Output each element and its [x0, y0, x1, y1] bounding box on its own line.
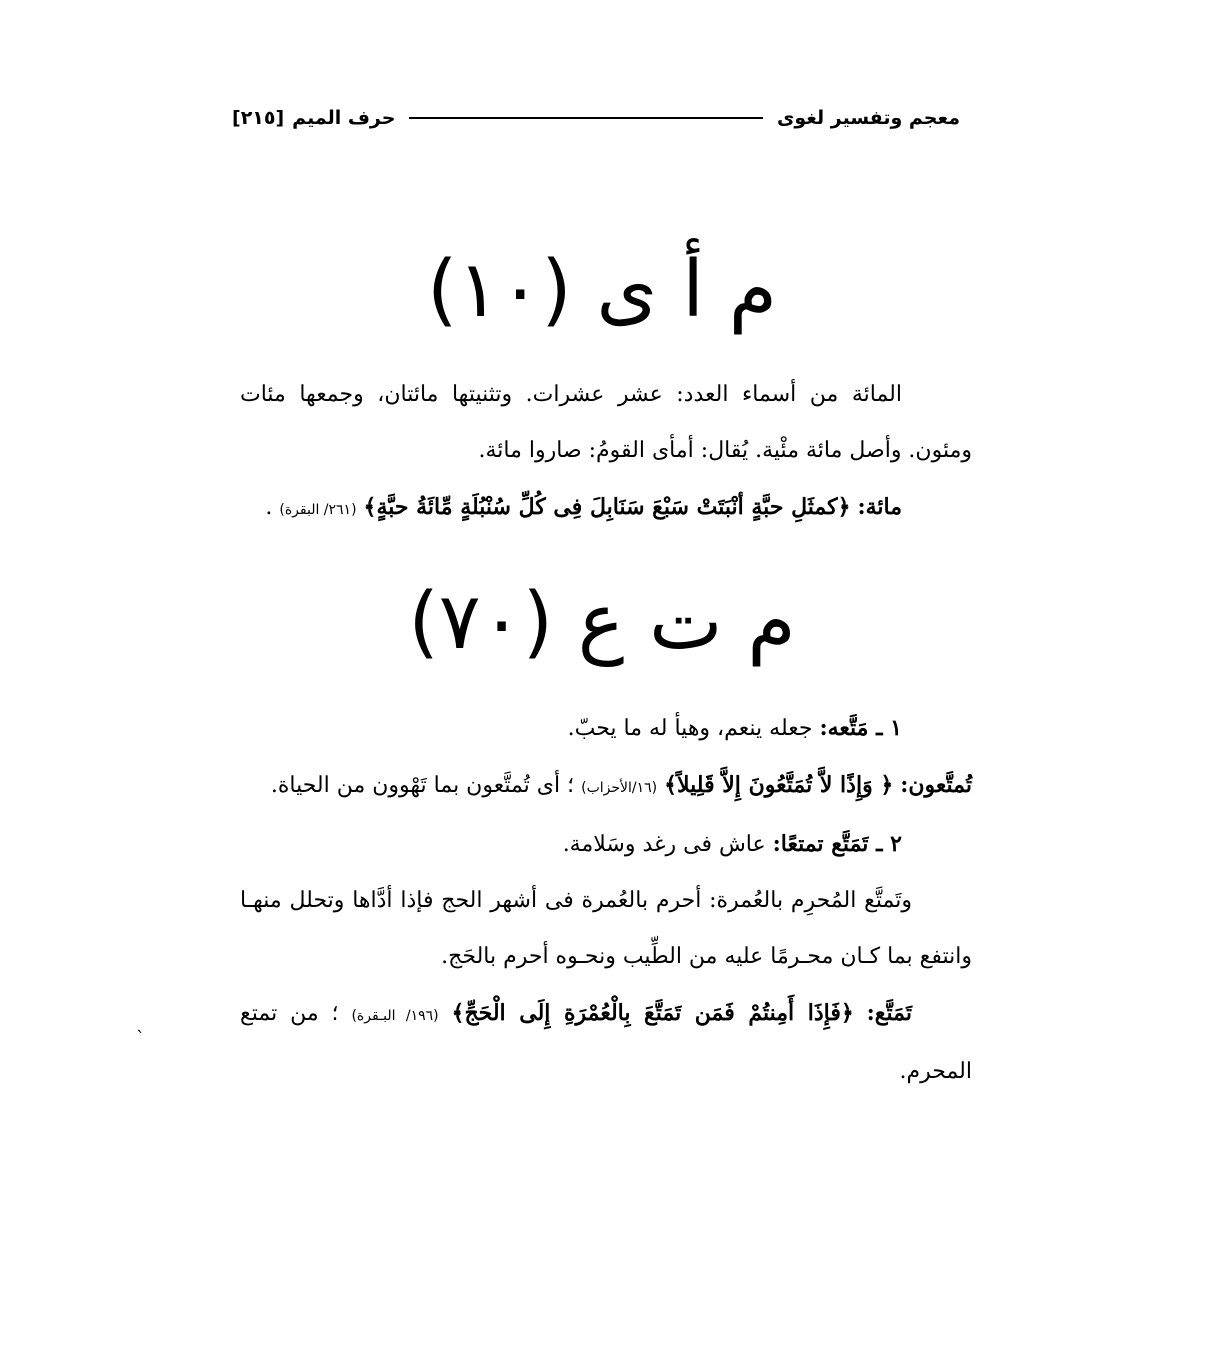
entry-1-quran-citation	[240, 479, 972, 538]
citation-tail: ؛ أى تُمتَّعون بما تَهْوون من الحياة.	[270, 773, 575, 798]
page-number: [٢١٥]	[232, 107, 285, 129]
entry-heading-root-1	[232, 240, 972, 340]
headword: تُمتَّعون:	[900, 772, 972, 798]
headword: ٢ ـ تَمَتَّع تمتعًا:	[772, 831, 902, 857]
definition-text: عاش فى رغد وسَلامة.	[562, 832, 766, 857]
headword: ١ ـ مَتَّعه:	[819, 715, 902, 741]
entry-2-umrah-explanation	[240, 873, 972, 985]
definition-text: وتَمتَّع المُحرِم بالعُمرة: أحرم بالعُمرة فى أشهر الحج فإذا أدَّاها وتحلل منهـا وانتفع بما كـان محـرمًا عليه من الطِّيب ونحـوه أحرم بالحَج.	[240, 888, 972, 969]
verse-reference: (١٩٦/ البـقرة)	[351, 1008, 439, 1024]
entry-count: (١٠)	[426, 245, 572, 335]
quran-verse: ﴿ وَإِذًا لاَّ تُمَتَّعُونَ إِلاَّ قَلِيلاً﴾	[664, 772, 894, 798]
quran-verse: ﴿فَإِذَا أَمِنتُمْ فَمَن تَمَتَّعَ بِالْعُمْرَةِ إِلَى الْحَجِّ﴾	[451, 1000, 854, 1026]
entry-2-quran-citation-1	[240, 757, 972, 816]
scan-speck: ˋ	[136, 1028, 145, 1049]
entry-2-sense-2	[240, 816, 972, 873]
headword: مائة:	[857, 494, 902, 520]
verse-reference: (٢٦١/ البقرة)	[279, 502, 357, 518]
entry-2-body	[240, 700, 972, 1100]
entry-1-body	[240, 367, 972, 538]
citation-tail: ؛ من تمتع المحرم.	[240, 1001, 972, 1084]
verse-reference: (١٦/الأحزاب)	[581, 780, 658, 796]
entry-root: م أ ى	[596, 245, 778, 335]
headword: تَمَتَّع:	[866, 1000, 912, 1026]
entry-2-quran-citation-2	[240, 985, 972, 1100]
citation-tail: .	[265, 495, 273, 520]
entry-1-definition	[240, 367, 972, 479]
section-title: حرف الميم	[292, 107, 396, 129]
entry-count: (٧٠)	[408, 577, 553, 667]
quran-verse: ﴿كمثَلِ حبَّةٍ أنْبَتَتْ سَبْعَ سَنَابِلَ فِى كُلِّ سُنْبُلَةٍ مِّائَةُ حبَّةٍ﴾	[363, 494, 851, 520]
book-title: معجم وتفسير لغوى	[776, 107, 960, 129]
definition-text: جعله ينعم، وهيأ له ما يحبّ.	[567, 716, 813, 741]
entry-heading-root-2	[232, 572, 972, 672]
running-header	[232, 100, 960, 136]
header-rule	[409, 117, 763, 119]
entry-root: م ت ع	[577, 577, 796, 667]
definition-text: المائة من أسماء العدد: عشر عشرات. وتثنيتها مائتان، وجمعها مئات ومئون. وأصل مائة مئْية. يُقال: أمأى القومُ: صاروا مائة.	[240, 382, 972, 463]
entry-2-sense-1	[240, 700, 972, 757]
